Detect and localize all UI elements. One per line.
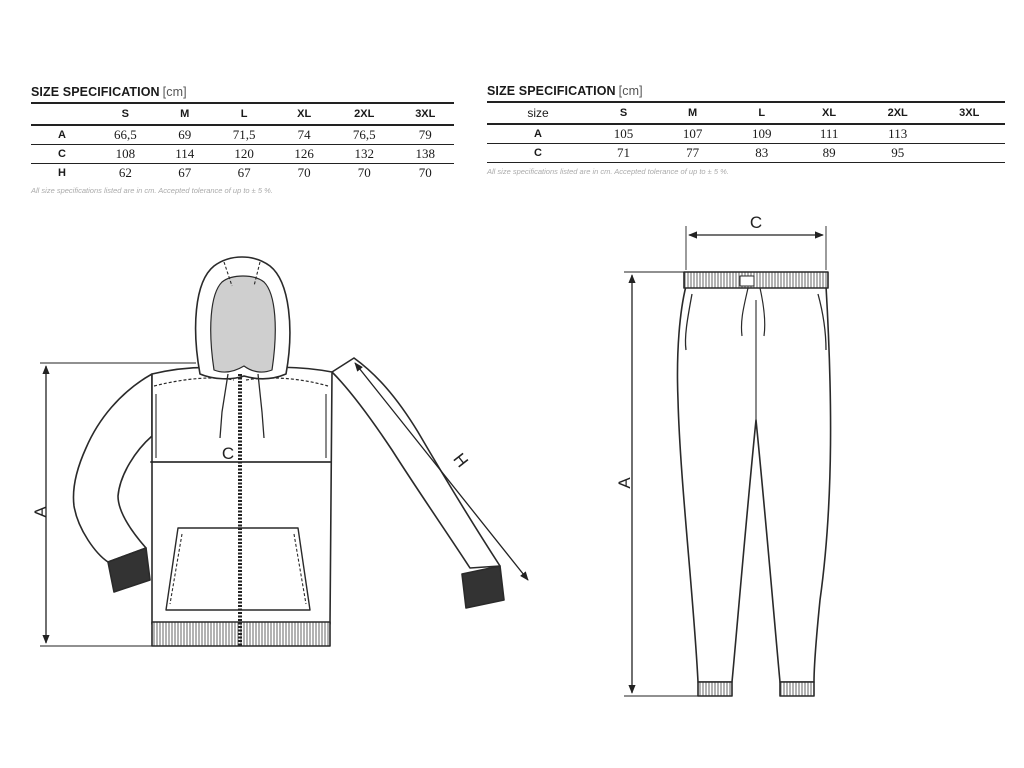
hoodie-sleeve-dimension-line <box>355 363 528 580</box>
table-cell: 114 <box>175 146 195 161</box>
table-cell: 71,5 <box>232 127 256 142</box>
hoodie-right-sleeve <box>332 358 500 568</box>
table-cell: 70 <box>418 165 432 180</box>
pants-waistband-label <box>740 276 754 286</box>
row-label: C <box>534 147 542 159</box>
pants-right-cuff <box>780 682 814 696</box>
hoodie-tolerance-note: All size specifications listed are in cm. Accepted tolerance of up to ± 5 %. <box>31 186 273 195</box>
pants-outline <box>677 286 830 682</box>
hoodie-hood-lining <box>211 276 276 372</box>
hoodie-header-cell: 3XL <box>415 108 436 120</box>
hoodie-header-cell: XL <box>297 108 312 120</box>
pants-header-cell: XL <box>822 107 837 119</box>
table-cell: 62 <box>118 165 132 180</box>
table-cell: 71 <box>617 145 631 160</box>
hoodie-sleeve-label: H <box>449 449 472 471</box>
table-cell: 126 <box>294 146 314 161</box>
hoodie-drawing <box>74 257 505 646</box>
table-cell: 83 <box>755 145 769 160</box>
table-cell: 69 <box>178 127 192 142</box>
table-cell: 105 <box>613 126 634 141</box>
hoodie-left-sleeve <box>74 374 153 562</box>
table-cell: 74 <box>297 127 311 142</box>
pants-header-cell: S <box>619 107 628 119</box>
table-cell: 132 <box>354 146 374 161</box>
hoodie-header-cell: M <box>180 108 190 120</box>
table-cell: 113 <box>888 126 908 141</box>
pants-waist-label: C <box>749 213 763 232</box>
table-cell: 108 <box>115 146 136 161</box>
table-cell: 67 <box>178 165 192 180</box>
table-cell: 120 <box>234 146 254 161</box>
hoodie-length-label: A <box>31 506 50 518</box>
pants-header-cell: 3XL <box>959 107 980 119</box>
table-cell: 109 <box>751 126 772 141</box>
row-label: H <box>58 167 66 179</box>
hoodie-chest-label: C <box>221 444 235 463</box>
hoodie-header-cell: L <box>240 108 248 120</box>
table-cell: 70 <box>357 165 371 180</box>
table-cell: 70 <box>297 165 311 180</box>
hoodie-spec-title-text: SIZE SPECIFICATION <box>31 85 160 99</box>
pants-spec-unit: [cm] <box>618 84 643 98</box>
table-cell: 67 <box>237 165 251 180</box>
pants-header-cell: L <box>758 107 766 119</box>
pants-spec-title-text: SIZE SPECIFICATION <box>487 84 616 98</box>
table-cell: 138 <box>415 146 436 161</box>
table-cell: 95 <box>891 145 905 160</box>
table-cell: 79 <box>418 127 432 142</box>
row-label: A <box>534 128 542 140</box>
pants-header-cell: 2XL <box>887 107 908 119</box>
hoodie-header-cell: 2XL <box>354 108 375 120</box>
row-label: C <box>58 148 66 160</box>
table-cell: 66,5 <box>113 127 137 142</box>
pants-length-label: A <box>615 477 634 489</box>
row-label: A <box>58 129 66 141</box>
pants-header-cell: M <box>688 107 698 119</box>
pants-left-cuff <box>698 682 732 696</box>
table-cell: 107 <box>682 126 703 141</box>
table-cell: 111 <box>819 126 839 141</box>
hoodie-right-cuff <box>462 566 504 608</box>
pants-tolerance-note: All size specifications listed are in cm. Accepted tolerance of up to ± 5 %. <box>487 167 729 176</box>
hoodie-spec-unit: [cm] <box>162 85 187 99</box>
pants-drawing <box>677 272 830 696</box>
pants-header-cell: size <box>527 106 549 120</box>
table-cell: 77 <box>686 145 700 160</box>
hoodie-header-cell: S <box>121 108 129 120</box>
pants-waistband <box>684 272 828 288</box>
table-cell: 89 <box>822 145 836 160</box>
table-cell: 76,5 <box>352 127 376 142</box>
